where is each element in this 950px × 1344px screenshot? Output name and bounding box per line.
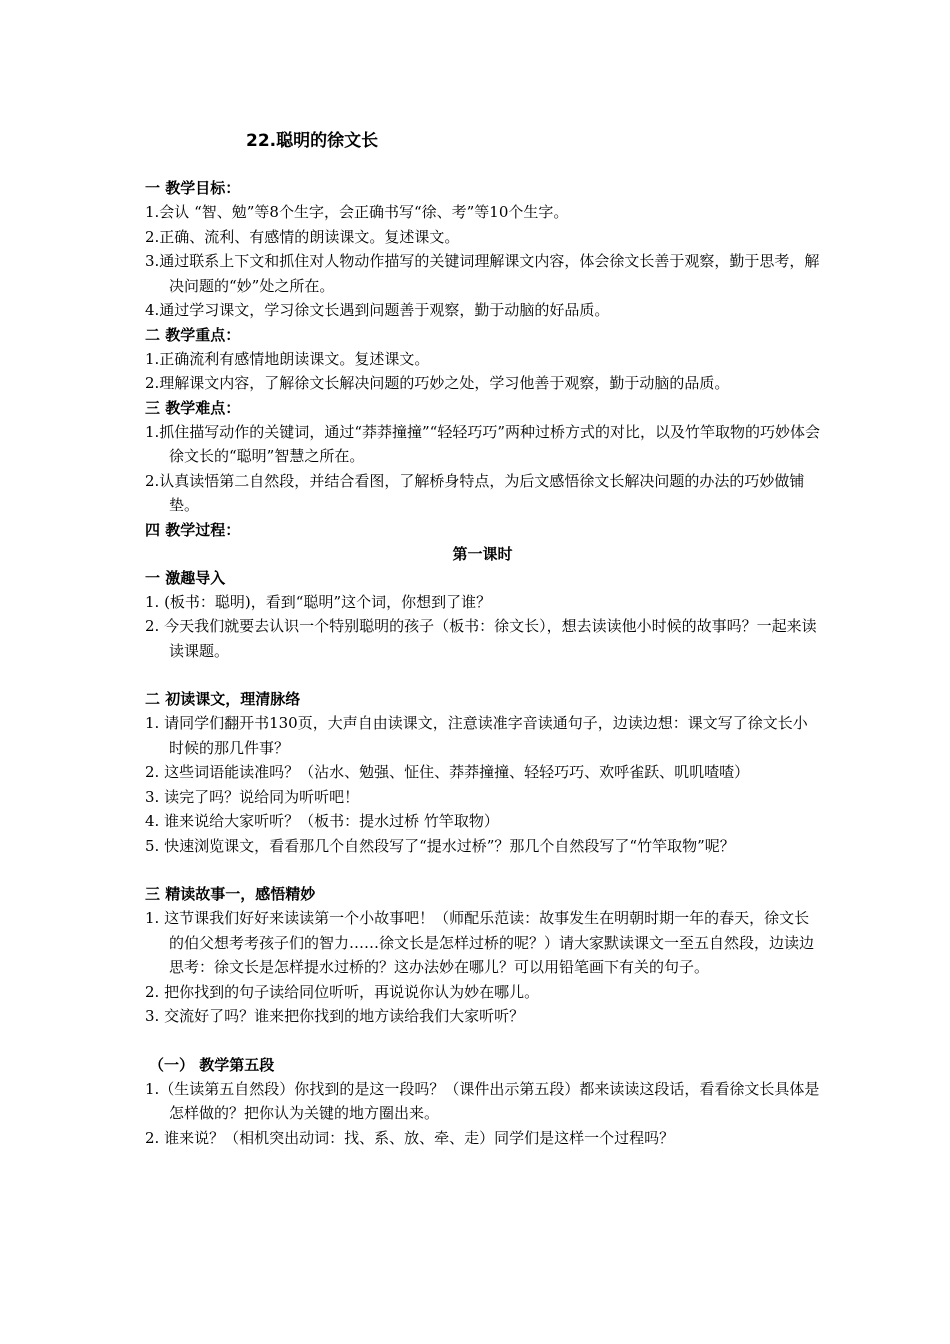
part-heading-intro: 一 激趣导入: [145, 568, 226, 587]
close-reading-item: 2. 把你找到的句子读给同位听听，再说说你认为妙在哪儿。: [145, 982, 540, 1001]
first-reading-item: 5. 快速浏览课文，看看那几个自然段写了“提水过桥”？那几个自然段写了“竹竿取物”呢？: [145, 836, 735, 855]
difficulty-item: 1.抓住描写动作的关键词，通过“莽莽撞撞”“轻轻巧巧”两种过桥方式的对比，以及竹竿取物的巧妙体会徐文长的“聪明”智慧之所在。: [145, 422, 820, 465]
document-title: 22.聪明的徐文长: [246, 131, 379, 151]
part-heading-close-reading: 三 精读故事一，感悟精妙: [145, 885, 316, 903]
intro-item: 1. (板书：聪明)，看到“聪明”这个词，你想到了谁？: [145, 592, 492, 611]
spacer: [145, 1029, 820, 1053]
close-reading-item: 1. 这节课我们好好来读读第一个小故事吧！（师配乐范读：故事发生在明朝时期一年的春天，徐文长的伯父想考考孩子们的智力……徐文长是怎样过桥的呢？）请大家默读课文一至五自然段，边读边思考：徐文长是怎样提水过桥的？这办法妙在哪儿？可以用铅笔画下有关的句子。: [145, 909, 815, 976]
goal-item: 1.会认 “智、勉”等8个生字，会正确书写“徐、考”等10个生字。: [145, 203, 569, 221]
section-heading-difficulties: 三 教学难点：: [145, 398, 241, 417]
spacer: [145, 663, 820, 687]
intro-item: 2. 今天我们就要去认识一个特别聪明的孩子（板书：徐文长），想去读读他小时候的故事吗？一起来读读课题。: [145, 617, 817, 660]
paragraph-five-item: 2. 谁来说？（相机突出动词：找、系、放、牵、走）同学们是这样一个过程吗？: [145, 1128, 675, 1147]
section-heading-goals: 一 教学目标：: [145, 179, 241, 197]
goal-item: 2.正确、流利、有感情的朗读课文。复述课文。: [145, 227, 460, 246]
goal-item: 3.通过联系上下文和抓住对人物动作描写的关键词理解课文内容，体会徐文长善于观察，勤于思考，解决问题的“妙”处之所在。: [145, 252, 820, 295]
part-heading-paragraph-five: （一） 教学第五段: [149, 1055, 275, 1074]
spacer: [145, 858, 820, 882]
first-reading-item: 2. 这些词语能读准吗？（沾水、勉强、怔住、莽莽撞撞、轻轻巧巧、欢呼雀跃、叽叽喳喳）: [145, 763, 750, 781]
first-reading-item: 4. 谁来说给大家听听？（板书：提水过桥 竹竿取物）: [145, 812, 499, 830]
part-heading-first-reading: 二 初读课文，理清脉络: [145, 690, 301, 708]
key-point-item: 1.正确流利有感情地朗读课文。复述课文。: [145, 349, 430, 368]
key-point-item: 2.理解课文内容，了解徐文长解决问题的巧妙之处，学习他善于观察，勤于动脑的品质。: [145, 374, 730, 392]
document-body: [145, 176, 820, 1150]
first-reading-item: 1. 请同学们翻开书130页，大声自由读课文，注意读准字音读通句子，边读边想：课文写了徐文长小时候的那几件事？: [145, 714, 808, 757]
section-heading-key-points: 二 教学重点：: [145, 325, 241, 344]
lesson-label: 第一课时: [452, 544, 513, 563]
difficulty-item: 2.认真读悟第二自然段，并结合看图，了解桥身特点，为后文感悟徐文长解决问题的办法的巧妙做铺垫。: [145, 471, 805, 514]
goal-item: 4.通过学习课文，学习徐文长遇到问题善于观察，勤于动脑的好品质。: [145, 301, 610, 319]
paragraph-five-item: 1.（生读第五自然段）你找到的是这一段吗？（课件出示第五段）都来读读这段话，看看徐文长具体是怎样做的？把你认为关键的地方圈出来。: [145, 1079, 820, 1122]
first-reading-item: 3. 读完了吗？说给同为听听吧！: [145, 787, 360, 806]
close-reading-item: 3. 交流好了吗？谁来把你找到的地方读给我们大家听听？: [145, 1007, 525, 1025]
section-heading-process: 四 教学过程：: [145, 520, 241, 539]
